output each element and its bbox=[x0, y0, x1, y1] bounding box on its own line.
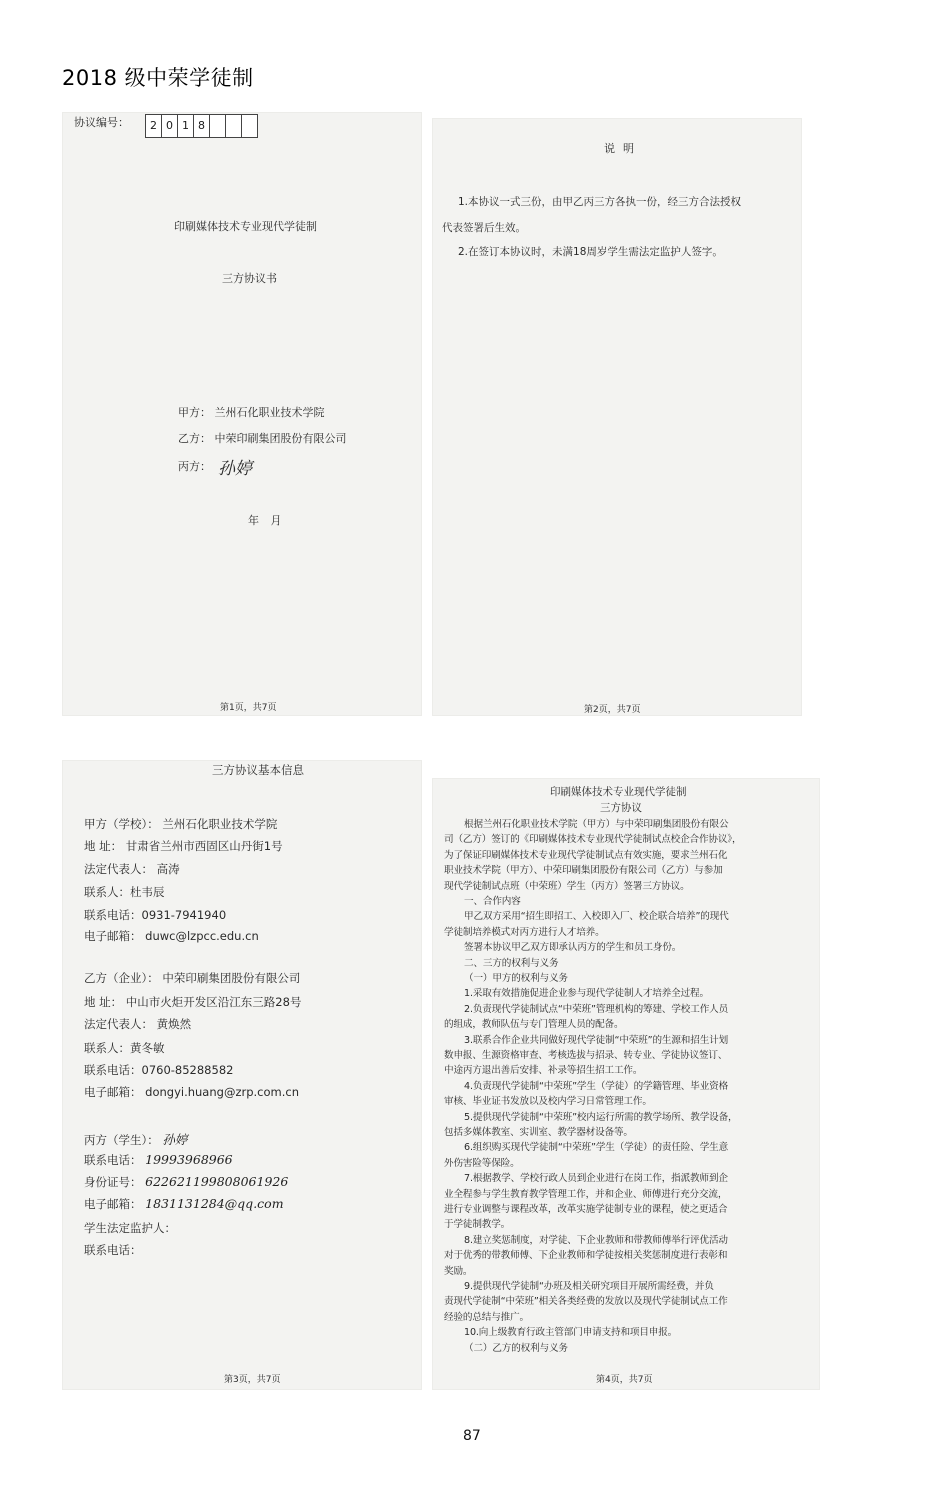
agreement-digit bbox=[209, 114, 226, 138]
agreement-line: 责现代学徒制“中荣班”相关各类经费的发放以及现代学徒制试点工作 bbox=[444, 1296, 728, 1308]
student-row bbox=[84, 1174, 288, 1190]
agreement-line: 司（乙方）签订的《印刷媒体技术专业现代学徒制试点校企合作协议》， bbox=[444, 834, 742, 846]
student-row bbox=[84, 1152, 233, 1168]
party-c-label: 丙方： bbox=[178, 460, 211, 473]
student-value: 622621199808061926 bbox=[145, 1174, 289, 1189]
party-b: 乙方： 中荣印刷集团股份有限公司 bbox=[178, 432, 347, 445]
agreement-line: 于学徒制教学。 bbox=[444, 1219, 511, 1231]
info-row: 乙方（企业）： 中荣印刷集团股份有限公司 bbox=[84, 971, 301, 985]
scanned-page-1 bbox=[62, 112, 422, 716]
info-row: 联系电话：0931-7941940 bbox=[84, 908, 227, 922]
student-label: 电子邮箱： bbox=[84, 1197, 142, 1211]
agreement-line: 8.建立奖惩制度，对学徒、下企业教师和带教师傅举行评优活动 bbox=[464, 1234, 728, 1246]
student-row bbox=[84, 1196, 284, 1212]
info-row: 电子邮箱： duwc@lzpcc.edu.cn bbox=[84, 929, 259, 943]
info-row: 地 址： 甘肃省兰州市西固区山丹街1号 bbox=[84, 839, 283, 853]
agreement-line: 职业技术学院（甲方）、中荣印刷集团股份有限公司（乙方）与参加 bbox=[444, 865, 723, 877]
agreement-line: 包括多媒体教室、实训室、教学器材设备等。 bbox=[444, 1127, 633, 1138]
info-row: 联系人：黄冬敏 bbox=[84, 1041, 165, 1055]
page-footer: 第4页，共7页 bbox=[596, 1375, 653, 1385]
agreement-number-label: 协议编号： bbox=[74, 116, 129, 129]
student-label: 丙方（学生）： bbox=[84, 1133, 159, 1147]
cover-title: 印刷媒体技术专业现代学徒制 bbox=[174, 220, 317, 233]
agreement-line: 7.根据教学、学校行政人员到企业进行在岗工作，指派教师到企 bbox=[464, 1173, 728, 1185]
agreement-line: 数申报、生源资格审查、考核选拔与招录、转专业、学徒协议签订、 bbox=[444, 1050, 728, 1061]
note-line: 1.本协议一式三份，由甲乙丙三方各执一份，经三方合法授权 bbox=[458, 196, 742, 208]
page-footer: 第1页，共7页 bbox=[220, 703, 277, 713]
agreement-line: 4.负责现代学徒制“中荣班”学生（学徒）的学籍管理、毕业资格 bbox=[464, 1080, 729, 1092]
agreement-line: 3.联系合作企业共同做好现代学徒制“中荣班”的生源和招生计划 bbox=[464, 1034, 729, 1046]
agreement-line: 签署本协议甲乙双方即承认丙方的学生和员工身份。 bbox=[464, 942, 682, 954]
basic-info-heading: 三方协议基本信息 bbox=[212, 763, 304, 777]
agreement-line: 对于优秀的带教师傅、下企业教师和学徒按相关奖惩制度进行表彰和 bbox=[444, 1250, 728, 1262]
agreement-line: 经验的总结与推广。 bbox=[444, 1311, 529, 1323]
student-value: 19993968966 bbox=[145, 1152, 233, 1167]
student-label: 身份证号： bbox=[84, 1175, 142, 1189]
page-number: 87 bbox=[463, 1428, 481, 1444]
cover-subtitle: 三方协议书 bbox=[222, 272, 277, 285]
info-row: 甲方（学校）： 兰州石化职业技术学院 bbox=[84, 817, 278, 831]
scanned-page-3 bbox=[62, 760, 422, 1390]
agreement-line: （二）乙方的权利与义务 bbox=[464, 1342, 568, 1354]
agreement-line: 二、三方的权利与义务 bbox=[464, 957, 559, 969]
info-row: 法定代表人： 高涛 bbox=[84, 862, 180, 876]
agreement-digit bbox=[225, 114, 242, 138]
agreement-line: 现代学徒制试点班（中荣班）学生（丙方）签署三方协议。 bbox=[444, 880, 690, 892]
agreement-line: 5.提供现代学徒制“中荣班”校内运行所需的教学场所、教学设备， bbox=[464, 1111, 738, 1123]
agreement-line: （一）甲方的权利与义务 bbox=[464, 973, 568, 984]
agreement-line: 一、合作内容 bbox=[464, 896, 521, 907]
agreement-title: 印刷媒体技术专业现代学徒制 bbox=[550, 786, 687, 798]
student-label: 学生法定监护人： bbox=[84, 1221, 176, 1235]
agreement-digit: 0 bbox=[161, 114, 178, 138]
agreement-line: 外伤害险等保险。 bbox=[444, 1157, 520, 1169]
document-title: 2018 级中荣学徒制 bbox=[62, 66, 254, 90]
notes-heading: 说明 bbox=[604, 142, 642, 155]
note-line: 代表签署后生效。 bbox=[442, 222, 526, 234]
agreement-line: 业全程参与学生教育教学管理工作，并和企业、师傅进行充分交流， bbox=[444, 1188, 728, 1200]
info-row: 法定代表人： 黄焕然 bbox=[84, 1017, 192, 1031]
student-value: 孙婷 bbox=[162, 1132, 188, 1147]
agreement-line: 奖励。 bbox=[444, 1265, 473, 1277]
page-footer: 第3页，共7页 bbox=[224, 1375, 281, 1385]
party-a: 甲方： 兰州石化职业技术学院 bbox=[178, 406, 325, 419]
info-row: 联系电话：0760-85288582 bbox=[84, 1063, 234, 1077]
page-footer: 第2页，共7页 bbox=[584, 705, 641, 715]
agreement-line: 为了保证印刷媒体技术专业现代学徒制试点有效实施，要求兰州石化 bbox=[444, 849, 728, 861]
agreement-number-boxes bbox=[146, 114, 258, 138]
cover-date: 年 月 bbox=[248, 514, 286, 527]
agreement-line: 学徒制培养模式对丙方进行人才培养。 bbox=[444, 926, 605, 938]
student-row bbox=[84, 1242, 142, 1258]
agreement-digit bbox=[241, 114, 258, 138]
agreement-line: 根据兰州石化职业技术学院（甲方）与中荣印刷集团股份有限公 bbox=[464, 819, 729, 830]
agreement-digit: 8 bbox=[193, 114, 210, 138]
agreement-line: 进行专业调整与课程改革，改革实施学徒制专业的课程，使之更适合 bbox=[444, 1204, 728, 1215]
agreement-digit: 1 bbox=[177, 114, 194, 138]
student-value: 1831131284@qq.com bbox=[145, 1196, 284, 1211]
agreement-digit: 2 bbox=[145, 114, 162, 138]
info-row: 电子邮箱： dongyi.huang@zrp.com.cn bbox=[84, 1085, 299, 1099]
agreement-subtitle: 三方协议 bbox=[600, 802, 642, 814]
student-label: 联系电话： bbox=[84, 1243, 142, 1257]
note-line: 2.在签订本协议时，未满18周岁学生需法定监护人签字。 bbox=[458, 246, 723, 258]
agreement-line: 中途丙方退出善后安排、补录等招生招工工作。 bbox=[444, 1065, 643, 1077]
scanned-page-2 bbox=[432, 118, 802, 716]
party-c-signature: 孙婷 bbox=[218, 459, 252, 479]
agreement-line: 2.负责现代学徒制试点“中荣班”管理机构的筹建、学校工作人员 bbox=[464, 1003, 729, 1015]
scanned-page-4 bbox=[432, 778, 820, 1390]
info-row: 地 址： 中山市火炬开发区沿江东三路28号 bbox=[84, 995, 302, 1009]
agreement-line: 10.向上级教育行政主管部门申请支持和项目申报。 bbox=[464, 1327, 678, 1339]
student-row bbox=[84, 1220, 176, 1236]
agreement-line: 9.提供现代学徒制“办班及相关研究项目开展所需经费，并负 bbox=[464, 1281, 714, 1292]
agreement-line: 的组成，教师队伍与专门管理人员的配备。 bbox=[444, 1019, 624, 1031]
student-row bbox=[84, 1130, 187, 1148]
agreement-line: 6.组织购买现代学徒制“中荣班”学生（学徒）的责任险、学生意 bbox=[464, 1142, 729, 1154]
agreement-line: 审核、毕业证书发放以及校内学习日常管理工作。 bbox=[444, 1096, 652, 1108]
info-row: 联系人：杜韦辰 bbox=[84, 885, 165, 899]
agreement-line: 1.采取有效措施促进企业参与现代学徒制人才培养全过程。 bbox=[464, 988, 709, 1000]
agreement-line: 甲乙双方采用“招生即招工、入校即入厂、校企联合培养”的现代 bbox=[464, 911, 729, 923]
student-label: 联系电话： bbox=[84, 1153, 142, 1167]
